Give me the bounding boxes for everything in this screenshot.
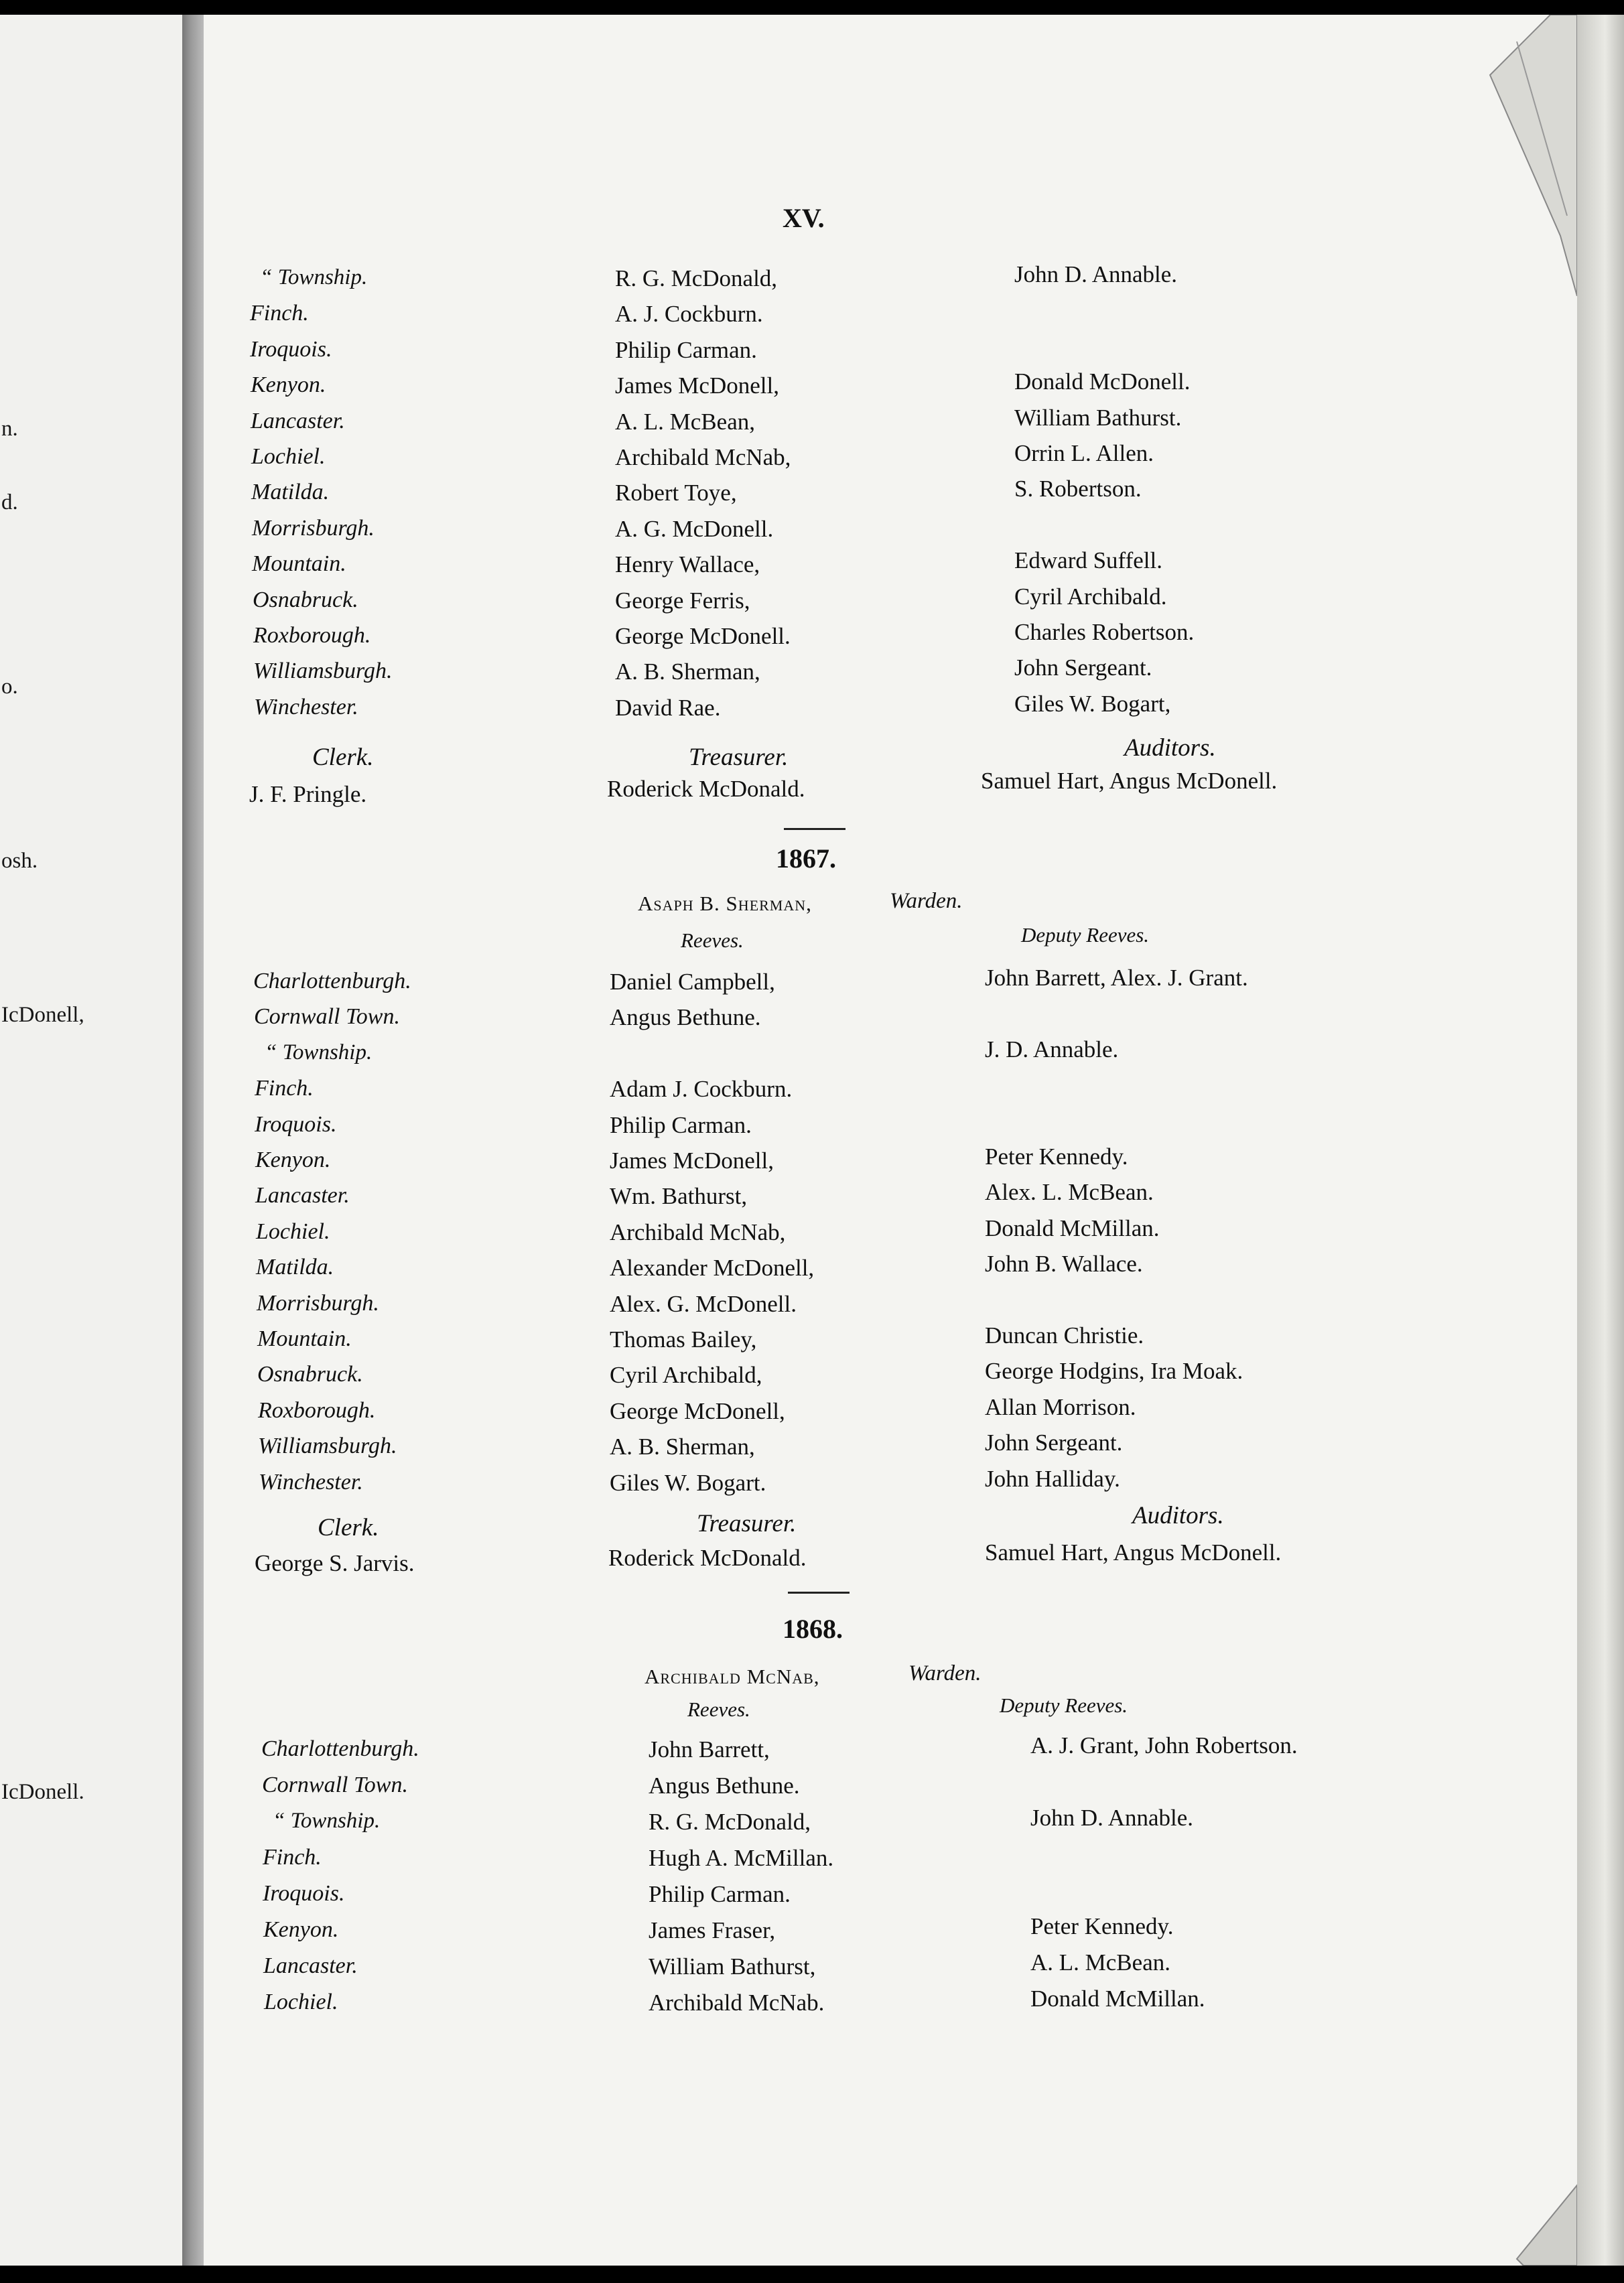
deputy-reeve-name: Duncan Christie. — [985, 1322, 1144, 1348]
place-name: Lancaster. — [263, 1953, 358, 1978]
reeve-name: Alex. G. McDonell. — [610, 1290, 797, 1317]
place-name: Lancaster. — [255, 1183, 350, 1208]
reeve-name: Wm. Bathurst, — [610, 1183, 748, 1210]
reeve-name: John Barrett, — [649, 1736, 770, 1762]
book-gutter — [182, 15, 204, 2266]
treasurer-label: Treasurer. — [689, 744, 789, 771]
auditors-names: Samuel Hart, Angus McDonell. — [985, 1539, 1282, 1566]
reeve-name: A. B. Sherman, — [610, 1434, 755, 1460]
place-name: Matilda. — [256, 1255, 334, 1280]
place-name: Osnabruck. — [253, 587, 358, 612]
deputy-reeve-name: John D. Annable. — [1014, 261, 1178, 287]
deputy-reeve-name: Peter Kennedy. — [1030, 1913, 1174, 1939]
place-name: Finch. — [263, 1845, 322, 1870]
reeve-name: A. B. Sherman, — [615, 659, 760, 685]
reeve-name: Hugh A. McMillan. — [649, 1845, 834, 1871]
left-page-fragment: n. — [1, 417, 18, 441]
place-name: “ Township. — [265, 1040, 373, 1064]
warden-name-1867: Asaph B. Sherman, — [638, 892, 812, 915]
reeve-name: A. L. McBean, — [615, 408, 755, 435]
place-name: Morrisburgh. — [257, 1290, 379, 1316]
reeve-name: A. G. McDonell. — [615, 515, 774, 542]
deputy-reeve-name: John D. Annable. — [1030, 1805, 1194, 1831]
deputy-reeve-name: John B. Wallace. — [985, 1251, 1143, 1277]
treasurer-name: Roderick McDonald. — [608, 1545, 807, 1571]
year-heading-1867: 1867. — [776, 843, 836, 874]
reeve-name: Adam J. Cockburn. — [610, 1076, 793, 1103]
place-name: Lochiel. — [264, 1990, 338, 2014]
deputy-reeve-name: John Sergeant. — [985, 1430, 1123, 1456]
auditors-names: Samuel Hart, Angus McDonell. — [981, 768, 1278, 794]
place-name: Charlottenburgh. — [253, 969, 411, 993]
clerk-label: Clerk. — [312, 744, 374, 771]
deputy-reeve-name: Donald McDonell. — [1014, 368, 1191, 395]
reeve-name: Philip Carman. — [615, 336, 757, 363]
reeves-label-1867: Reeves. — [681, 928, 744, 952]
reeve-name: George McDonell. — [615, 623, 791, 649]
reeve-name: James McDonell, — [615, 372, 779, 399]
place-name: Williamsburgh. — [253, 659, 393, 684]
deputy-reeve-name: A. L. McBean. — [1030, 1949, 1170, 1976]
deputy-reeve-name: Orrin L. Allen. — [1014, 440, 1154, 466]
deputy-reeve-name: John Sergeant. — [1014, 654, 1152, 681]
right-page — [204, 15, 1577, 2266]
place-name: Osnabruck. — [257, 1362, 363, 1387]
warden-title-1868: Warden. — [908, 1661, 982, 1685]
place-name: Kenyon. — [255, 1148, 331, 1172]
deputy-reeve-name: Charles Robertson. — [1014, 619, 1195, 645]
reeve-name: R. G. McDonald, — [615, 265, 778, 291]
reeve-name: George McDonell, — [610, 1397, 785, 1424]
reeve-name: Thomas Bailey, — [610, 1326, 757, 1353]
place-name: Lochiel. — [251, 444, 326, 469]
place-name: Roxborough. — [253, 623, 371, 648]
left-page-fragment: osh. — [1, 849, 38, 873]
deputy-reeve-name: Allan Morrison. — [985, 1393, 1136, 1420]
reeve-name: R. G. McDonald, — [649, 1809, 811, 1835]
deputy-reeve-name: Peter Kennedy. — [985, 1144, 1128, 1170]
reeve-name: Archibald McNab, — [610, 1219, 786, 1245]
place-name: “ Township. — [260, 265, 368, 289]
torn-corner-bottom — [1477, 2172, 1577, 2266]
reeve-name: James McDonell, — [610, 1148, 774, 1174]
reeve-name: Daniel Campbell, — [610, 969, 775, 995]
place-name: Mountain. — [252, 551, 346, 577]
clerk-name: George S. Jarvis. — [255, 1550, 415, 1576]
warden-name-1868: Archibald McNab, — [645, 1665, 820, 1688]
reeve-name: Angus Bethune. — [649, 1773, 800, 1799]
left-page-fragment: d. — [1, 490, 18, 514]
page-number: XV. — [783, 203, 825, 233]
deputy-reeve-name: Alex. L. McBean. — [985, 1179, 1154, 1206]
reeve-name: Angus Bethune. — [610, 1004, 761, 1031]
reeve-name: George Ferris, — [615, 587, 750, 614]
deputy-reeves-label-1868: Deputy Reeves. — [1000, 1693, 1128, 1717]
reeve-name: William Bathurst, — [649, 1953, 816, 1980]
place-name: Cornwall Town. — [262, 1773, 408, 1797]
place-name: Mountain. — [257, 1326, 352, 1351]
reeve-name: Philip Carman. — [649, 1881, 791, 1907]
deputy-reeves-label-1867: Deputy Reeves. — [1021, 923, 1150, 947]
reeve-name: Philip Carman. — [610, 1111, 752, 1138]
reeve-name: Robert Toye, — [615, 480, 737, 506]
place-name: Iroquois. — [250, 336, 332, 362]
place-name: Morrisburgh. — [252, 515, 375, 541]
place-name: Matilda. — [251, 480, 330, 505]
place-name: Winchester. — [254, 694, 358, 719]
reeve-name: David Rae. — [615, 694, 721, 721]
left-page-fragment: o. — [1, 675, 18, 699]
torn-corner-top — [1416, 15, 1577, 296]
deputy-reeve-name: Donald McMillan. — [985, 1215, 1160, 1241]
treasurer-name: Roderick McDonald. — [607, 776, 805, 802]
auditors-label: Auditors. — [1132, 1502, 1224, 1529]
year-heading-1868: 1868. — [783, 1614, 843, 1644]
reeve-name: James Fraser, — [649, 1917, 776, 1943]
deputy-reeve-name: William Bathurst. — [1014, 404, 1182, 431]
treasurer-label: Treasurer. — [697, 1510, 797, 1537]
place-name: Lochiel. — [256, 1219, 330, 1244]
deputy-reeve-name: S. Robertson. — [1014, 476, 1142, 502]
section-divider — [784, 828, 845, 830]
place-name: Finch. — [255, 1076, 314, 1101]
place-name: Roxborough. — [258, 1397, 376, 1423]
left-page-edge — [0, 15, 182, 2266]
page-right-edge — [1577, 15, 1624, 2266]
deputy-reeve-name: A. J. Grant, John Robertson. — [1030, 1732, 1298, 1758]
reeve-name: Cyril Archibald, — [610, 1362, 762, 1389]
section-divider — [788, 1592, 850, 1594]
place-name: Kenyon. — [251, 372, 326, 398]
clerk-label: Clerk. — [318, 1514, 379, 1541]
reeve-name: Henry Wallace, — [615, 551, 760, 578]
place-name: Cornwall Town. — [254, 1004, 400, 1030]
deputy-reeve-name: George Hodgins, Ira Moak. — [985, 1358, 1243, 1385]
reeve-name: Archibald McNab. — [649, 1990, 825, 2016]
place-name: Charlottenburgh. — [261, 1736, 419, 1761]
auditors-label: Auditors. — [1124, 734, 1216, 762]
clerk-name: J. F. Pringle. — [249, 781, 367, 807]
deputy-reeve-name: John Barrett, Alex. J. Grant. — [985, 965, 1248, 991]
reeve-name: A. J. Cockburn. — [615, 301, 763, 328]
place-name: “ Township. — [273, 1809, 381, 1833]
place-name: Lancaster. — [251, 408, 345, 433]
place-name: Kenyon. — [263, 1917, 339, 1942]
place-name: Iroquois. — [263, 1881, 345, 1906]
deputy-reeve-name: Donald McMillan. — [1030, 1986, 1205, 2012]
reeve-name: Giles W. Bogart. — [610, 1469, 766, 1496]
left-page-fragment: IcDonell, — [1, 1003, 84, 1027]
deputy-reeve-name: Cyril Archibald. — [1014, 583, 1167, 610]
deputy-reeve-name: John Halliday. — [985, 1465, 1120, 1492]
place-name: Finch. — [250, 301, 309, 326]
deputy-reeve-name: J. D. Annable. — [985, 1036, 1119, 1062]
place-name: Williamsburgh. — [258, 1434, 397, 1459]
place-name: Winchester. — [259, 1469, 363, 1495]
warden-title-1867: Warden. — [890, 889, 963, 913]
deputy-reeve-name: Edward Suffell. — [1014, 547, 1162, 574]
place-name: Iroquois. — [255, 1111, 337, 1137]
left-page-fragment: IcDonell. — [1, 1780, 84, 1804]
reeve-name: Archibald McNab, — [615, 444, 791, 470]
deputy-reeve-name: Giles W. Bogart, — [1014, 690, 1171, 717]
reeve-name: Alexander McDonell, — [610, 1255, 815, 1282]
reeves-label-1868: Reeves. — [687, 1698, 750, 1721]
